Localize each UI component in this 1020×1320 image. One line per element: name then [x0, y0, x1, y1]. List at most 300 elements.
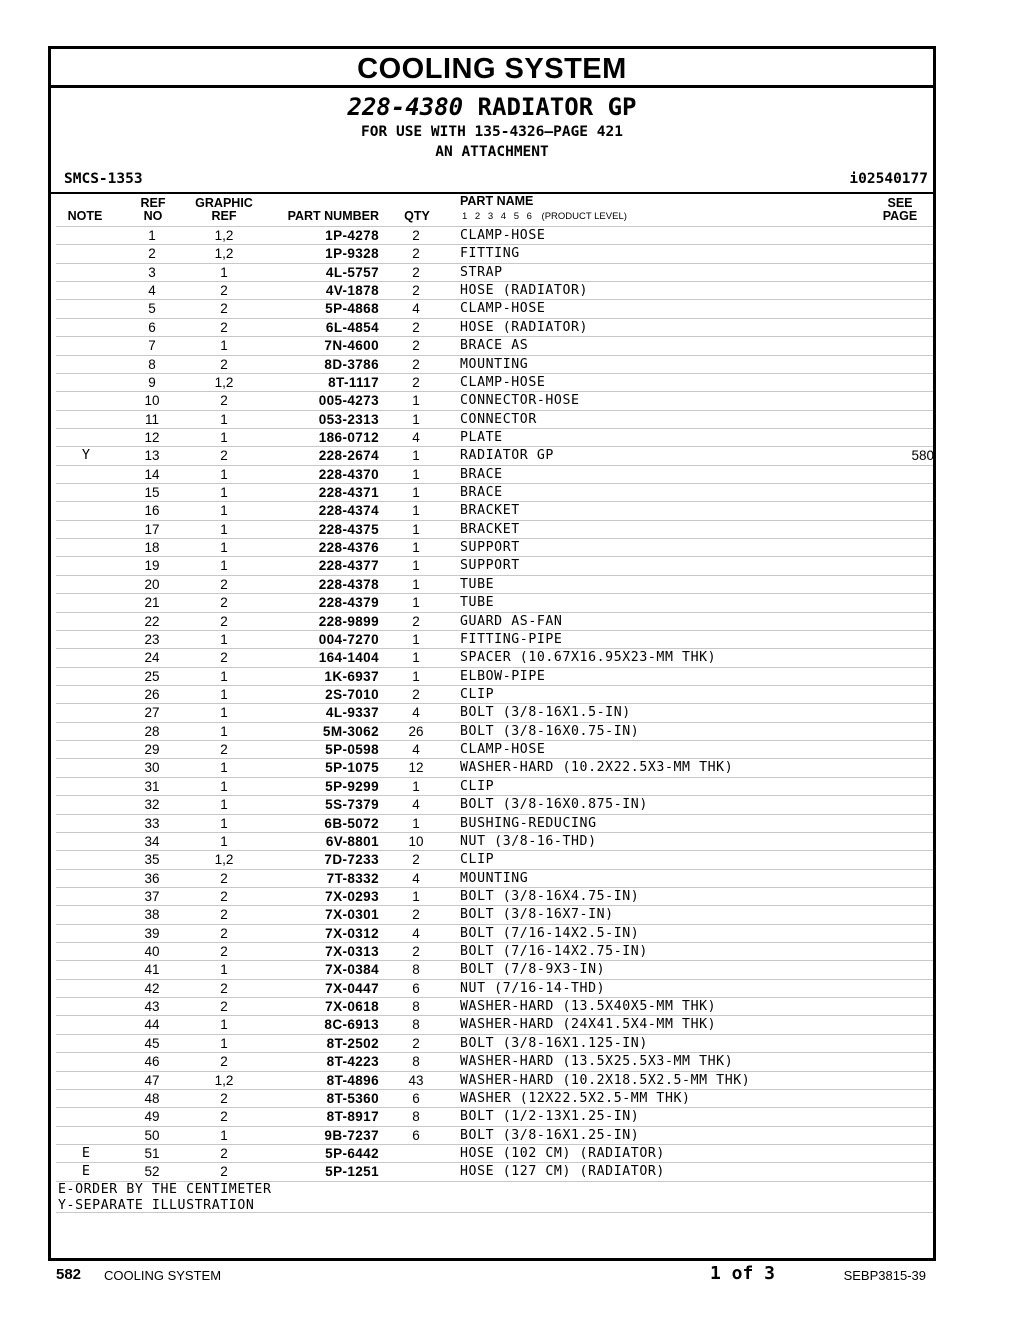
part-number-cell: 5P-4868 [325, 301, 379, 317]
part-name-cell: CONNECTOR-HOSE [460, 393, 580, 409]
part-number-cell: 1P-9328 [325, 246, 379, 262]
part-number-cell: 7T-8332 [326, 870, 379, 886]
qty-cell: 2 [412, 356, 420, 372]
part-number-cell: 5P-1251 [325, 1164, 379, 1180]
part-number-cell: 8T-8917 [326, 1109, 379, 1125]
part-number-cell: 7X-0618 [325, 999, 379, 1015]
part-name-cell: BUSHING-REDUCING [460, 815, 597, 831]
ref-no-cell: 12 [144, 429, 160, 445]
footer-document-id: SEBP3815-39 [843, 1268, 926, 1283]
graphic-ref-cell: 2 [220, 1090, 228, 1106]
part-number-cell: 1P-4278 [325, 228, 379, 243]
graphic-ref-cell: 2 [220, 283, 228, 299]
section-title: COOLING SYSTEM [51, 49, 933, 88]
graphic-ref-cell: 2 [220, 301, 228, 317]
qty-cell: 1 [412, 888, 420, 904]
notes-block [58, 1182, 933, 1213]
part-number-cell: 228-4371 [318, 485, 379, 501]
part-number-cell: 8T-2502 [326, 1035, 379, 1051]
graphic-ref-cell: 1 [220, 797, 228, 813]
graphic-ref-cell: 1 [220, 760, 228, 776]
part-name-cell: CLAMP-HOSE [460, 301, 546, 317]
part-number-cell: 4L-5757 [325, 264, 379, 280]
ref-no-cell: 43 [144, 999, 160, 1015]
table-row [56, 299, 933, 317]
part-number-cell: 5P-1075 [325, 760, 379, 776]
part-number-cell: 8T-4896 [326, 1072, 379, 1088]
graphic-ref-cell: 2 [220, 907, 228, 923]
graphic-ref-cell: 1 [220, 1017, 228, 1033]
part-number-cell: 8C-6913 [324, 1017, 379, 1033]
qty-cell: 2 [412, 613, 420, 629]
table-row [56, 538, 933, 556]
ref-no-cell: 30 [144, 760, 160, 776]
ref-no-cell: 5 [148, 301, 156, 317]
col-header-part-number: PART NUMBER [287, 209, 379, 223]
graphic-ref-cell: 1 [220, 705, 228, 721]
table-row [56, 703, 933, 721]
ref-no-cell: 50 [144, 1127, 160, 1143]
table-row [56, 667, 933, 685]
ref-no-cell: 10 [144, 393, 160, 409]
see-page-cell: 580 [911, 448, 934, 464]
ref-no-cell: 23 [144, 631, 160, 647]
table-row [56, 483, 933, 501]
graphic-ref-cell: 1 [220, 668, 228, 684]
footer-page-number: 582 [56, 1266, 82, 1283]
group-title [51, 91, 933, 123]
col-header-note: NOTE [67, 209, 103, 223]
part-name-cell: CONNECTOR [460, 411, 537, 427]
part-name-cell: BOLT (3/8-16X0.875-IN) [460, 797, 648, 813]
ref-no-cell: 6 [148, 319, 156, 335]
part-name-cell: BOLT (3/8-16X1.125-IN) [460, 1035, 648, 1051]
ref-no-cell: 3 [148, 264, 156, 280]
ref-no-cell: 9 [148, 374, 156, 390]
ref-no-cell: 16 [144, 503, 160, 519]
graphic-ref-cell: 1 [220, 264, 228, 280]
qty-cell: 1 [412, 595, 420, 611]
graphic-ref-cell: 2 [220, 1109, 228, 1125]
part-number-cell: 4L-9337 [325, 705, 379, 721]
part-number-cell: 7N-4600 [324, 338, 379, 354]
part-number-cell: 8T-5360 [326, 1090, 379, 1106]
table-row [56, 1089, 933, 1107]
part-name-cell: FITTING-PIPE [460, 631, 563, 647]
col-header-graphic-line2: REF [211, 209, 237, 223]
part-name-cell: SUPPORT [460, 558, 520, 574]
part-name-cell: BOLT (1/2-13X1.25-IN) [460, 1109, 640, 1125]
part-number-cell: 004-7270 [318, 631, 379, 647]
part-number-cell: 228-2674 [318, 448, 379, 464]
qty-cell: 1 [412, 503, 420, 519]
graphic-ref-cell: 1 [220, 411, 228, 427]
qty-cell: 4 [412, 429, 420, 445]
qty-cell: 10 [408, 833, 424, 849]
note-cell: Y [81, 447, 91, 464]
ref-no-cell: 36 [144, 870, 160, 886]
graphic-ref-cell: 1,2 [214, 852, 234, 868]
table-row [56, 575, 933, 593]
ref-no-cell: 4 [148, 283, 156, 299]
part-name-cell: WASHER-HARD (13.5X40X5-MM THK) [460, 999, 717, 1015]
graphic-ref-cell: 2 [220, 742, 228, 758]
part-name-cell: CLIP [460, 686, 495, 702]
part-number-cell: 2S-7010 [325, 686, 379, 702]
qty-cell: 8 [412, 962, 420, 978]
ref-no-cell: 17 [144, 521, 160, 537]
product-level-header [462, 212, 627, 222]
part-name-cell: RADIATOR GP [460, 448, 554, 464]
graphic-ref-cell: 1 [220, 521, 228, 537]
part-name-cell: WASHER-HARD (10.2X18.5X2.5-MM THK) [460, 1072, 751, 1088]
table-row [56, 997, 933, 1015]
qty-cell: 2 [412, 374, 420, 390]
part-number-cell: 7X-0313 [325, 944, 379, 960]
ref-no-cell: 13 [144, 448, 160, 464]
graphic-ref-cell: 2 [220, 1054, 228, 1070]
qty-cell: 4 [412, 301, 420, 317]
table-row [56, 850, 933, 868]
table-row [56, 355, 933, 373]
part-name-cell: BOLT (7/16-14X2.5-IN) [460, 925, 640, 941]
group-name: RADIATOR GP [477, 93, 637, 121]
ref-no-cell: 18 [144, 540, 160, 556]
graphic-ref-cell: 2 [220, 888, 228, 904]
ref-no-cell: 24 [144, 650, 160, 666]
parts-table-body [56, 226, 933, 1182]
part-number-cell: 7D-7233 [324, 852, 379, 868]
part-name-cell: MOUNTING [460, 356, 529, 372]
table-row [56, 648, 933, 666]
table-row [56, 226, 933, 244]
graphic-ref-cell: 1 [220, 1035, 228, 1051]
ref-no-cell: 14 [144, 466, 160, 482]
table-row [56, 1034, 933, 1052]
group-number: 228-4380 [347, 93, 464, 121]
col-header-see-line2: PAGE [882, 209, 918, 223]
part-name-cell: WASHER (12X22.5X2.5-MM THK) [460, 1090, 691, 1106]
ref-no-cell: 41 [144, 962, 160, 978]
part-name-cell: NUT (3/8-16-THD) [460, 833, 597, 849]
qty-cell: 2 [412, 686, 420, 702]
table-row [56, 795, 933, 813]
graphic-ref-cell: 1 [220, 1127, 228, 1143]
qty-cell: 1 [412, 448, 420, 464]
part-number-cell: 005-4273 [318, 393, 379, 409]
col-header-graphic-ref [189, 197, 259, 223]
qty-cell: 8 [412, 1109, 420, 1125]
graphic-ref-cell: 1 [220, 466, 228, 482]
part-number-cell: 228-4377 [318, 558, 379, 574]
product-level-label: (PRODUCT LEVEL) [541, 211, 627, 222]
ref-no-cell: 42 [144, 980, 160, 996]
note-cell: E [81, 1144, 91, 1161]
table-row [56, 263, 933, 281]
part-number-cell: 228-4379 [318, 595, 379, 611]
part-name-cell: MOUNTING [460, 870, 529, 886]
graphic-ref-cell: 2 [220, 944, 228, 960]
part-number-cell: 228-4375 [318, 521, 379, 537]
table-row [56, 685, 933, 703]
table-row [56, 869, 933, 887]
ref-no-cell: 49 [144, 1109, 160, 1125]
graphic-ref-cell: 1 [220, 485, 228, 501]
qty-cell: 8 [412, 999, 420, 1015]
graphic-ref-cell: 2 [220, 576, 228, 592]
table-row [56, 630, 933, 648]
use-with-line: FOR USE WITH 135-4326—PAGE 421 [361, 124, 623, 140]
ref-no-cell: 45 [144, 1035, 160, 1051]
ref-no-cell: 39 [144, 925, 160, 941]
part-number-cell: 6B-5072 [324, 815, 379, 831]
table-row [56, 373, 933, 391]
ref-no-cell: 34 [144, 833, 160, 849]
part-number-cell: 7X-0384 [325, 962, 379, 978]
table-row [56, 465, 933, 483]
qty-cell: 6 [412, 1090, 420, 1106]
ref-no-cell: 7 [148, 338, 156, 354]
qty-cell: 6 [412, 980, 420, 996]
part-name-cell: WASHER-HARD (13.5X25.5X3-MM THK) [460, 1054, 734, 1070]
graphic-ref-cell: 2 [220, 448, 228, 464]
part-name-cell: BOLT (3/8-16X1.5-IN) [460, 705, 631, 721]
qty-cell: 1 [412, 778, 420, 794]
ref-no-cell: 19 [144, 558, 160, 574]
part-name-cell: BOLT (7/16-14X2.75-IN) [460, 944, 648, 960]
part-name-cell: PLATE [460, 429, 503, 445]
ref-no-cell: 29 [144, 742, 160, 758]
part-number-cell: 5P-6442 [325, 1145, 379, 1161]
graphic-ref-cell: 2 [220, 999, 228, 1015]
part-number-cell: 5S-7379 [325, 797, 379, 813]
qty-cell: 2 [412, 283, 420, 299]
part-name-cell: CLAMP-HOSE [460, 374, 546, 390]
qty-cell: 2 [412, 852, 420, 868]
qty-cell: 2 [412, 319, 420, 335]
ref-no-cell: 38 [144, 907, 160, 923]
qty-cell: 2 [412, 907, 420, 923]
qty-cell: 2 [412, 246, 420, 262]
part-number-cell: 164-1404 [318, 650, 379, 666]
qty-cell: 1 [412, 485, 420, 501]
ref-no-cell: 20 [144, 576, 160, 592]
table-row [56, 520, 933, 538]
footer-sheet-count: 1 of 3 [710, 1263, 776, 1284]
graphic-ref-cell: 2 [220, 925, 228, 941]
ref-no-cell: 35 [144, 852, 160, 868]
part-number-cell: 5M-3062 [322, 723, 379, 739]
part-name-cell: BRACKET [460, 521, 520, 537]
part-name-cell: BRACE [460, 485, 503, 501]
ref-no-cell: 32 [144, 797, 160, 813]
part-name-cell: BOLT (3/8-16X0.75-IN) [460, 723, 640, 739]
part-number-cell: 228-9899 [318, 613, 379, 629]
ref-no-cell: 27 [144, 705, 160, 721]
part-name-cell: BOLT (7/8-9X3-IN) [460, 962, 606, 978]
ref-no-cell: 1 [148, 228, 156, 243]
graphic-ref-cell: 1 [220, 833, 228, 849]
graphic-ref-cell: 2 [220, 870, 228, 886]
part-number-cell: 5P-9299 [325, 778, 379, 794]
part-name-cell: STRAP [460, 264, 503, 280]
graphic-ref-cell: 2 [220, 319, 228, 335]
table-row [56, 501, 933, 519]
part-number-cell: 228-4374 [318, 503, 379, 519]
qty-cell: 4 [412, 925, 420, 941]
graphic-ref-cell: 2 [220, 1164, 228, 1180]
qty-cell: 4 [412, 797, 420, 813]
part-name-cell: CLAMP-HOSE [460, 742, 546, 758]
attachment-line: AN ATTACHMENT [435, 144, 549, 160]
graphic-ref-cell: 2 [220, 613, 228, 629]
graphic-ref-cell: 2 [220, 980, 228, 996]
note-y: Y-SEPARATE ILLUSTRATION [58, 1197, 255, 1213]
ref-no-cell: 52 [144, 1164, 160, 1180]
graphic-ref-cell: 2 [220, 393, 228, 409]
ref-no-cell: 8 [148, 356, 156, 372]
part-name-cell: BRACKET [460, 503, 520, 519]
table-row [56, 336, 933, 354]
qty-cell: 1 [412, 393, 420, 409]
part-number-cell: 9B-7237 [324, 1127, 379, 1143]
part-name-cell: SPACER (10.67X16.95X23-MM THK) [460, 650, 717, 666]
graphic-ref-cell: 1 [220, 778, 228, 794]
ref-no-cell: 46 [144, 1054, 160, 1070]
qty-cell: 1 [412, 521, 420, 537]
part-name-cell: SUPPORT [460, 540, 520, 556]
part-name-cell: WASHER-HARD (10.2X22.5X3-MM THK) [460, 760, 734, 776]
table-row [56, 1015, 933, 1033]
ref-no-cell: 21 [144, 595, 160, 611]
parts-list-frame [48, 46, 936, 1261]
graphic-ref-cell: 1 [220, 962, 228, 978]
col-header-see-page [873, 197, 927, 223]
qty-cell: 8 [412, 1017, 420, 1033]
graphic-ref-cell: 2 [220, 356, 228, 372]
part-number-cell: 228-4370 [318, 466, 379, 482]
qty-cell: 2 [412, 944, 420, 960]
part-name-cell: CLAMP-HOSE [460, 228, 546, 243]
part-number-cell: 053-2313 [318, 411, 379, 427]
graphic-ref-cell: 2 [220, 595, 228, 611]
table-row [56, 556, 933, 574]
ref-no-cell: 31 [144, 778, 160, 794]
col-header-see-line1: SEE [887, 196, 913, 210]
qty-cell: 4 [412, 742, 420, 758]
part-name-cell: HOSE (RADIATOR) [460, 283, 589, 299]
qty-cell: 4 [412, 870, 420, 886]
part-number-cell: 228-4376 [318, 540, 379, 556]
graphic-ref-cell: 1 [220, 540, 228, 556]
table-row [56, 1107, 933, 1125]
part-number-cell: 7X-0312 [325, 925, 379, 941]
graphic-ref-cell: 1 [220, 429, 228, 445]
table-row [56, 832, 933, 850]
part-name-cell: ELBOW-PIPE [460, 668, 546, 684]
table-row [56, 410, 933, 428]
qty-cell: 8 [412, 1054, 420, 1070]
qty-cell: 1 [412, 466, 420, 482]
qty-cell: 1 [412, 631, 420, 647]
table-row [56, 722, 933, 740]
qty-cell: 26 [408, 723, 424, 739]
part-number-cell: 186-0712 [318, 429, 379, 445]
ref-no-cell: 47 [144, 1072, 160, 1088]
part-number-cell: 8T-1117 [328, 374, 379, 390]
part-name-cell: BOLT (3/8-16X7-IN) [460, 907, 614, 923]
table-row [56, 612, 933, 630]
ref-no-cell: 26 [144, 686, 160, 702]
ref-no-cell: 40 [144, 944, 160, 960]
ref-no-cell: 22 [144, 613, 160, 629]
part-number-cell: 8T-4223 [326, 1054, 379, 1070]
col-header-graphic-line1: GRAPHIC [195, 196, 253, 210]
table-row [56, 1071, 933, 1089]
part-number-cell: 6L-4854 [325, 319, 379, 335]
qty-cell: 4 [412, 705, 420, 721]
table-row [56, 924, 933, 942]
part-number-cell: 228-4378 [318, 576, 379, 592]
part-number-cell: 8D-3786 [324, 356, 379, 372]
qty-cell: 6 [412, 1127, 420, 1143]
graphic-ref-cell: 1,2 [214, 1072, 234, 1088]
ref-no-cell: 48 [144, 1090, 160, 1106]
graphic-ref-cell: 2 [220, 1145, 228, 1161]
graphic-ref-cell: 1 [220, 815, 228, 831]
table-row [56, 428, 933, 446]
table-row [56, 887, 933, 905]
col-header-part-name: PART NAME [460, 194, 534, 208]
table-row [56, 391, 933, 409]
table-row [56, 1162, 933, 1181]
graphic-ref-cell: 2 [220, 650, 228, 666]
table-row [56, 777, 933, 795]
qty-cell: 2 [412, 228, 420, 243]
part-name-cell: BRACE AS [460, 338, 529, 354]
qty-cell: 1 [412, 411, 420, 427]
qty-cell: 1 [412, 558, 420, 574]
table-row [56, 1052, 933, 1070]
ref-no-cell: 44 [144, 1017, 160, 1033]
qty-cell: 2 [412, 338, 420, 354]
table-row [56, 1144, 933, 1162]
part-name-cell: FITTING [460, 246, 520, 262]
ref-no-cell: 2 [148, 246, 156, 262]
part-name-cell: WASHER-HARD (24X41.5X4-MM THK) [460, 1017, 717, 1033]
table-row [56, 942, 933, 960]
qty-cell: 1 [412, 576, 420, 592]
note-e: E-ORDER BY THE CENTIMETER [58, 1182, 272, 1197]
footer-section-name: COOLING SYSTEM [104, 1268, 222, 1283]
part-name-cell: CLIP [460, 778, 495, 794]
note-cell: E [81, 1163, 91, 1180]
table-row [56, 960, 933, 978]
part-name-cell: HOSE (RADIATOR) [460, 319, 589, 335]
part-number-cell: 7X-0301 [325, 907, 379, 923]
part-number-cell: 1K-6937 [324, 668, 379, 684]
col-header-ref-line2: NO [143, 209, 163, 223]
part-name-cell: NUT (7/16-14-THD) [460, 980, 606, 996]
col-header-ref-no [133, 197, 173, 223]
part-number-cell: 7X-0447 [325, 980, 379, 996]
col-header-qty: QTY [404, 209, 430, 223]
col-header-ref-line1: REF [140, 196, 166, 210]
qty-cell: 1 [412, 668, 420, 684]
table-row [56, 814, 933, 832]
table-row [56, 446, 933, 464]
part-number-cell: 5P-0598 [325, 742, 379, 758]
